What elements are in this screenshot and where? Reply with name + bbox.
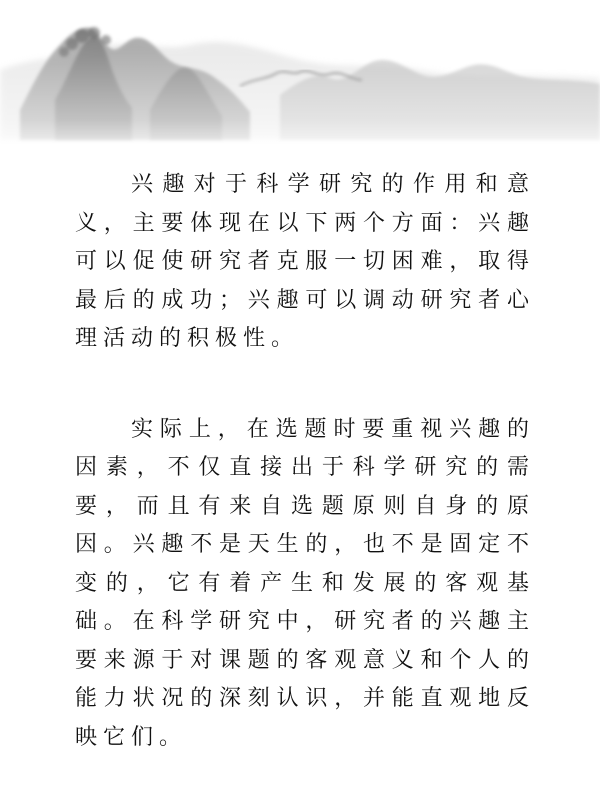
paragraph-2: 实际上，在选题时要重视兴趣的因素，不仅直接出于科学研究的需要，而且有来自选题原则自身的原因。兴趣不是天生的，也不是固定不变的，它有着产生和发展的客观基础。在科学研究中，研究者的兴趣主要来源于对课题的客观意义和个人的能力状况的深刻认识，并能直观地反映它们。: [75, 416, 535, 750]
ink-mountain-landscape-icon: [0, 0, 600, 160]
mist-fade: [0, 0, 600, 160]
article-body: [75, 166, 535, 757]
paragraph-1: 兴趣对于科学研究的作用和意义，主要体现在以下两个方面：兴趣可以促使研究者克服一切困难，取得最后的成功；兴趣可以调动研究者心理活动的积极性。: [75, 172, 535, 351]
